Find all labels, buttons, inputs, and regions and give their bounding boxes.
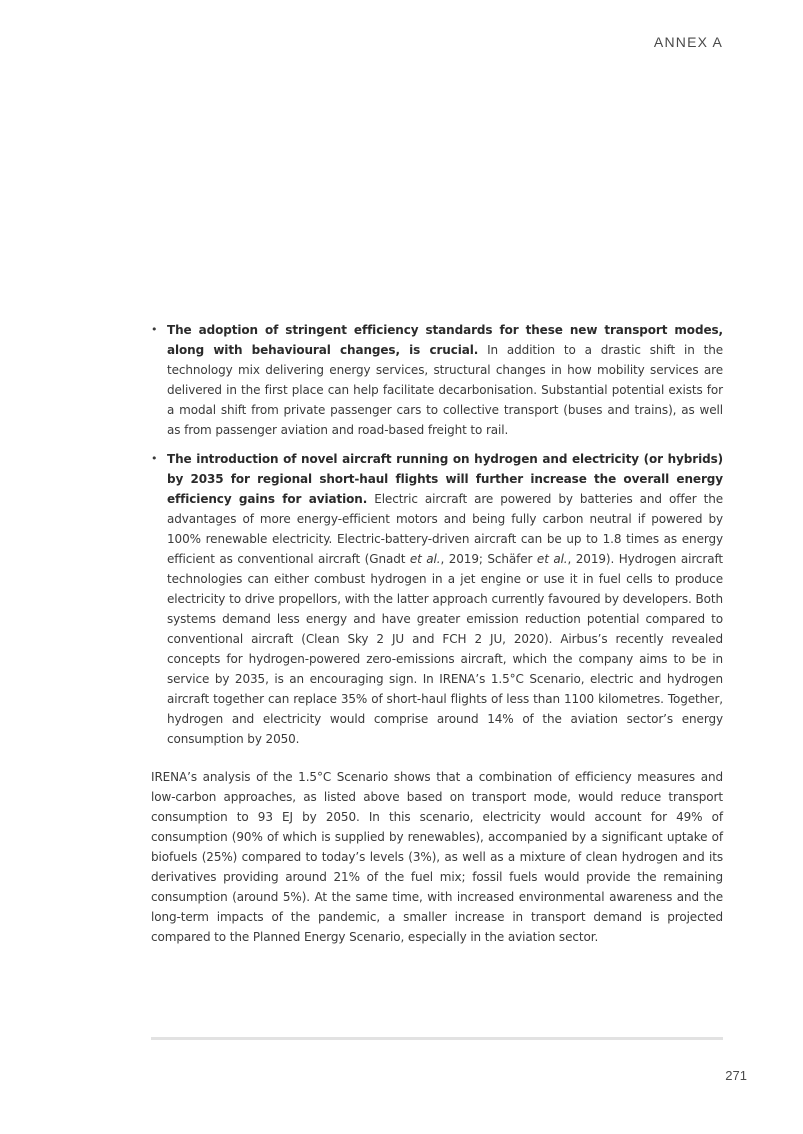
body-paragraph: IRENA’s analysis of the 1.5°C Scenario shows that a combination of efficiency measures and low-carbon approaches, as listed above based on transport mode, would reduce transport consumption to 93 EJ by 2050. In this scenario, electricity would account for 49% of consumption (90% of which is supplied by renewables), accompanied by a significant uptake of biofuels (25%) compared to today’s levels (3%), as well as a mixture of clean hydrogen and its derivatives providing around 21% of the fuel mix; fossil fuels would provide the remaining consumption (around 5%). At the same time, with increased environmental awareness and the long-term impacts of the pandemic, a smaller increase in transport demand is projected compared to the Planned Energy Scenario, especially in the aviation sector. xyxy=(151,770,723,944)
bullet-body-text: Electric aircraft are powered by batteries and offer the advantages of more energy-efficient motors and being fully carbon neutral if powered by 100% renewable electricity. Electric-battery-driven aircraft can be up to 1.8 times as energy efficient as conventional aircraft (Gnadt xyxy=(167,492,723,566)
citation-et-al: et al. xyxy=(409,552,441,566)
page-number: 271 xyxy=(725,1068,747,1083)
bullet-list xyxy=(151,320,723,749)
footer-divider xyxy=(151,1037,723,1040)
bullet-marker: • xyxy=(151,452,158,465)
bullet-lead-text: The adoption of stringent efficiency standards for these new transport modes, along with behavioural changes, is crucial. xyxy=(167,323,723,357)
bullet-item-efficiency-standards xyxy=(151,320,723,440)
bullet-body-text: , 2019; Schäfer xyxy=(440,552,537,566)
annex-header: ANNEX A xyxy=(653,34,723,50)
bullet-item-novel-aircraft xyxy=(151,449,723,749)
citation-et-al: et al. xyxy=(536,552,568,566)
bullet-marker: • xyxy=(151,323,158,336)
main-content xyxy=(151,320,723,947)
bullet-body-text: In addition to a drastic shift in the technology mix delivering energy services, structural changes in how mobility services are delivered in the first place can help facilitate decarbonisation. Substantial potential exists for a modal shift from private passenger cars to collective transport (buses and trains), as well as from passenger aviation and road-based freight to rail. xyxy=(167,343,723,437)
bullet-lead-text: The introduction of novel aircraft running on hydrogen and electricity (or hybrids) by 2035 for regional short-haul flights will further increase the overall energy efficiency gains for aviation. xyxy=(167,452,723,506)
bullet-body-text: , 2019). Hydrogen aircraft technologies can either combust hydrogen in a jet engine or use it in fuel cells to produce electricity to drive propellors, with the latter approach currently favoured by developers. Both systems demand less energy and have greater emission reduction potential compared to conventional aircraft (Clean Sky 2 JU and FCH 2 JU, 2020). Airbus’s recently revealed concepts for hydrogen-powered zero-emissions aircraft, which the company aims to be in service by 2035, is an encouraging sign. In IRENA’s 1.5°C Scenario, electric and hydrogen aircraft together can replace 35% of short-haul flights of less than 1100 kilometres. Together, hydrogen and electricity would comprise around 14% of the aviation sector’s energy consumption by 2050. xyxy=(167,552,723,746)
